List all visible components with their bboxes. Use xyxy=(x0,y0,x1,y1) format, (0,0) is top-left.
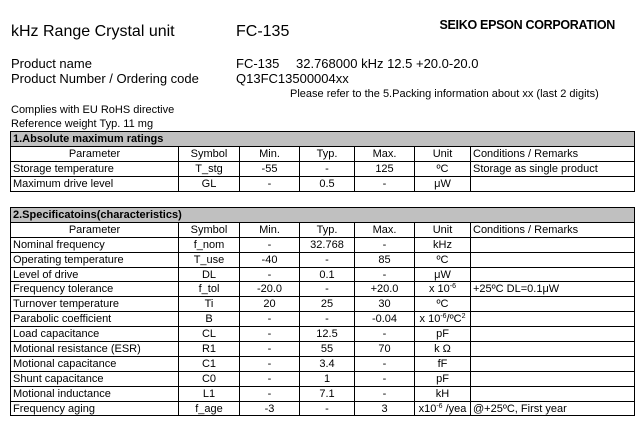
cell-param: Frequency aging xyxy=(11,401,179,416)
cell-param: Operating temperature xyxy=(11,252,179,267)
cell-max: +20.0 xyxy=(355,282,415,297)
column-header-max: Max. xyxy=(355,146,415,161)
column-header-param: Parameter xyxy=(11,222,179,237)
cell-min: - xyxy=(240,237,300,252)
cell-param: Maximum drive level xyxy=(11,176,179,191)
cell-typ: - xyxy=(300,282,355,297)
cell-min: - xyxy=(240,371,300,386)
table-row xyxy=(11,267,635,282)
cell-typ: 12.5 xyxy=(300,327,355,342)
cell-max: - xyxy=(355,371,415,386)
table-row xyxy=(11,386,635,401)
cell-max: - xyxy=(355,176,415,191)
cell-symbol: B xyxy=(179,312,240,327)
company-name: SEIKO EPSON CORPORATION xyxy=(439,18,615,32)
cell-param: Load capacitance xyxy=(11,327,179,342)
cell-symbol: Ti xyxy=(179,297,240,312)
cell-typ: 0.1 xyxy=(300,267,355,282)
column-header-row xyxy=(11,222,635,237)
cell-symbol: C0 xyxy=(179,371,240,386)
cell-param: Motional capacitance xyxy=(11,356,179,371)
cell-min: - xyxy=(240,327,300,342)
cell-min: -55 xyxy=(240,161,300,176)
cell-symbol: L1 xyxy=(179,386,240,401)
cell-typ: 55 xyxy=(300,342,355,357)
cell-max: - xyxy=(355,237,415,252)
cell-cond xyxy=(471,386,635,401)
document-title: kHz Range Crystal unit xyxy=(11,23,175,40)
cell-cond xyxy=(471,267,635,282)
cell-symbol: DL xyxy=(179,267,240,282)
cell-param: Parabolic coefficient xyxy=(11,312,179,327)
table-row xyxy=(11,312,635,327)
section-title: 2.Specificatoins(characteristics) xyxy=(11,208,635,223)
column-header-typ: Typ. xyxy=(300,146,355,161)
cell-cond xyxy=(471,176,635,191)
cell-unit: kHz xyxy=(415,237,471,252)
table-row xyxy=(11,282,635,297)
column-header-param: Parameter xyxy=(11,146,179,161)
cell-typ: 7.1 xyxy=(300,386,355,401)
cell-cond xyxy=(471,237,635,252)
cell-min: - xyxy=(240,356,300,371)
table-row xyxy=(11,297,635,312)
cell-symbol: T_stg xyxy=(179,161,240,176)
table-row xyxy=(11,342,635,357)
model-name: FC-135 xyxy=(236,23,290,40)
cell-min: -20.0 xyxy=(240,282,300,297)
reference-weight: Reference weight Typ. 11 mg xyxy=(11,118,154,130)
table-row xyxy=(11,161,635,176)
column-header-unit: Unit xyxy=(415,222,471,237)
column-header-typ: Typ. xyxy=(300,222,355,237)
table-row xyxy=(11,327,635,342)
table-row xyxy=(11,401,635,416)
cell-max: 125 xyxy=(355,161,415,176)
column-header-unit: Unit xyxy=(415,146,471,161)
packing-note: Please refer to the 5.Packing information about xx (last 2 digits) xyxy=(290,88,599,100)
cell-max: 3 xyxy=(355,401,415,416)
cell-param: Nominal frequency xyxy=(11,237,179,252)
cell-unit: x $10^{-6}/ºC^2$ xyxy=(415,312,471,327)
cell-unit: kH xyxy=(415,386,471,401)
cell-unit: fF xyxy=(415,356,471,371)
cell-unit: pF xyxy=(415,371,471,386)
cell-cond xyxy=(471,312,635,327)
cell-typ: - xyxy=(300,312,355,327)
cell-min: -40 xyxy=(240,252,300,267)
column-header-symbol: Symbol xyxy=(179,222,240,237)
cell-typ: 32.768 xyxy=(300,237,355,252)
column-header-min: Min. xyxy=(240,222,300,237)
cell-cond: Storage as single product xyxy=(471,161,635,176)
cell-max: - xyxy=(355,327,415,342)
cell-cond xyxy=(471,327,635,342)
cell-cond: +25ºC DL=0.1μW xyxy=(471,282,635,297)
column-header-max: Max. xyxy=(355,222,415,237)
cell-unit: μW xyxy=(415,267,471,282)
cell-param: Motional resistance (ESR) xyxy=(11,342,179,357)
cell-unit: x $10^{-6}$ xyxy=(415,282,471,297)
cell-max: 85 xyxy=(355,252,415,267)
cell-max: - xyxy=(355,267,415,282)
cell-max: 70 xyxy=(355,342,415,357)
cell-typ: - xyxy=(300,161,355,176)
cell-symbol: R1 xyxy=(179,342,240,357)
cell-symbol: f_age xyxy=(179,401,240,416)
cell-unit: pF xyxy=(415,327,471,342)
cell-symbol: GL xyxy=(179,176,240,191)
cell-max: - xyxy=(355,356,415,371)
cell-typ: - xyxy=(300,401,355,416)
product-number-label: Product Number / Ordering code xyxy=(11,71,199,86)
cell-cond xyxy=(471,342,635,357)
cell-unit: k Ω xyxy=(415,342,471,357)
cell-max: - xyxy=(355,386,415,401)
product-name-spec: 32.768000 kHz 12.5 +20.0-20.0 xyxy=(296,56,479,71)
column-header-cond: Conditions / Remarks xyxy=(471,146,635,161)
cell-symbol: T_use xyxy=(179,252,240,267)
cell-min: - xyxy=(240,342,300,357)
cell-param: Frequency tolerance xyxy=(11,282,179,297)
cell-param: Level of drive xyxy=(11,267,179,282)
specifications-table xyxy=(10,207,635,416)
absolute-max-ratings-table xyxy=(10,131,635,192)
cell-unit: ºC xyxy=(415,252,471,267)
cell-unit: ºC xyxy=(415,297,471,312)
cell-symbol: C1 xyxy=(179,356,240,371)
cell-typ: 25 xyxy=(300,297,355,312)
cell-param: Motional inductance xyxy=(11,386,179,401)
cell-max: 30 xyxy=(355,297,415,312)
cell-typ: 0.5 xyxy=(300,176,355,191)
cell-typ: 3.4 xyxy=(300,356,355,371)
cell-unit: $x10^{-6}$ /yea xyxy=(415,401,471,416)
cell-max: -0.04 xyxy=(355,312,415,327)
column-header-cond: Conditions / Remarks xyxy=(471,222,635,237)
cell-symbol: f_tol xyxy=(179,282,240,297)
cell-cond xyxy=(471,371,635,386)
cell-unit: ºC xyxy=(415,161,471,176)
product-name-value: FC-135 xyxy=(236,56,280,71)
cell-cond xyxy=(471,356,635,371)
column-header-symbol: Symbol xyxy=(179,146,240,161)
cell-unit: μW xyxy=(415,176,471,191)
cell-param: Shunt capacitance xyxy=(11,371,179,386)
section-title: 1.Absolute maximum ratings xyxy=(11,132,635,147)
cell-min: - xyxy=(240,267,300,282)
product-number-value: Q13FC13500004xx xyxy=(236,71,349,86)
cell-cond xyxy=(471,252,635,267)
cell-typ: 1 xyxy=(300,371,355,386)
table-row xyxy=(11,237,635,252)
table-row xyxy=(11,356,635,371)
cell-typ: - xyxy=(300,252,355,267)
table-row xyxy=(11,252,635,267)
table-row xyxy=(11,371,635,386)
cell-min: 20 xyxy=(240,297,300,312)
rohs-compliance: Complies with EU RoHS directive xyxy=(11,104,175,116)
cell-min: -3 xyxy=(240,401,300,416)
cell-symbol: f_nom xyxy=(179,237,240,252)
table-row xyxy=(11,176,635,191)
product-name-label: Product name xyxy=(11,56,92,71)
column-header-min: Min. xyxy=(240,146,300,161)
cell-min: - xyxy=(240,312,300,327)
cell-symbol: CL xyxy=(179,327,240,342)
cell-param: Turnover temperature xyxy=(11,297,179,312)
cell-param: Storage temperature xyxy=(11,161,179,176)
cell-min: - xyxy=(240,386,300,401)
cell-min: - xyxy=(240,176,300,191)
cell-cond xyxy=(471,297,635,312)
column-header-row xyxy=(11,146,635,161)
cell-cond: @+25ºC, First year xyxy=(471,401,635,416)
